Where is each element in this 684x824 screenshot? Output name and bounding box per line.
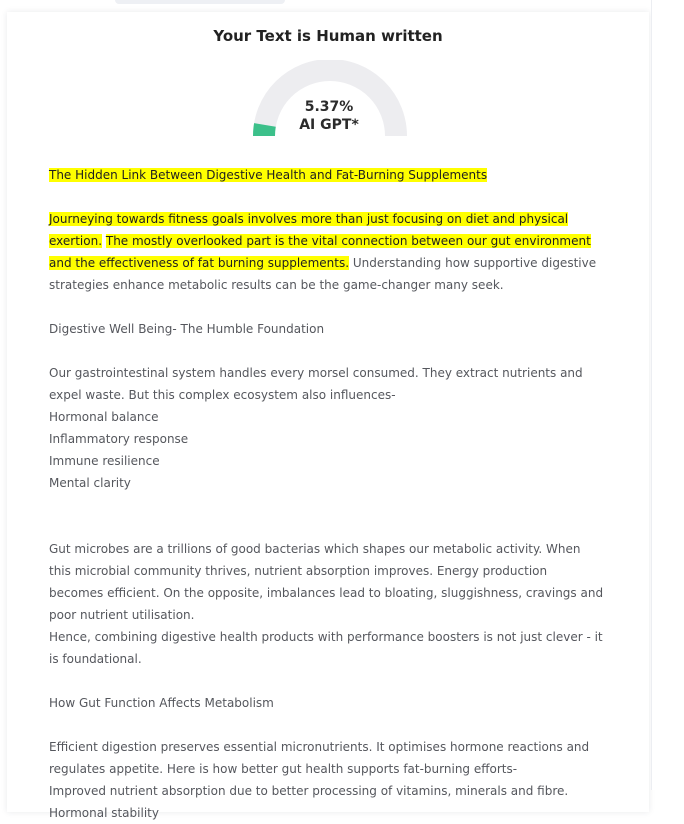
intro-paragraph	[49, 208, 605, 296]
spacer	[49, 296, 605, 318]
spacer	[49, 340, 605, 362]
highlighted-sentence: Journeying towards fitness goals involves more than just focusing on diet and physical exertion.	[49, 212, 569, 248]
list-item: Mental clarity	[49, 476, 131, 490]
list-item: Improved nutrient absorption due to better processing of vitamins, minerals and fibre.	[49, 784, 569, 798]
list-item: Hormonal stability	[49, 806, 159, 820]
ai-score-readout	[253, 98, 405, 134]
top-tab-shadow	[115, 0, 285, 4]
spacer	[49, 186, 605, 208]
highlighted-heading: The Hidden Link Between Digestive Health and Fat-Burning Supplements	[49, 168, 488, 182]
highlighted-sentence: The mostly overlooked part is the vital connection between our gut environment and the effectiveness of fat burning supplements.	[49, 234, 591, 270]
spacer	[49, 516, 605, 538]
section-paragraph: Efficient digestion preserves essential micronutrients. It optimises hormone reactions and regulates appetite. Here is how better gut health supports fat-burning efforts-	[49, 740, 590, 776]
spacer	[49, 670, 605, 692]
article-heading	[49, 164, 605, 186]
spacer	[49, 714, 605, 736]
list-item: Inflammatory response	[49, 432, 189, 446]
section-paragraph: Gut microbes are a trillions of good bacterias which shapes our metabolic activity. When this microbial community thrives, nutrient absorption improves. Energy production becomes efficient. On the opposite, imbalances lead to bloating, sluggishness, cravings and poor nutrient utilisation.	[49, 542, 604, 622]
section-paragraph: Hence, combining digestive health products with performance boosters is not just clever - it is foundational.	[49, 630, 603, 666]
list-item: Immune resilience	[49, 454, 160, 468]
scrollbar-track[interactable]	[651, 0, 684, 790]
section-title: Digestive Well Being- The Humble Foundation	[49, 322, 325, 336]
spacer	[49, 494, 605, 516]
plain-sentence: Understanding how supportive digestive strategies enhance metabolic results can be the game-changer many seek.	[49, 256, 597, 292]
result-title: Your Text is Human written	[213, 27, 443, 45]
section-title: How Gut Function Affects Metabolism	[49, 696, 274, 710]
list-item: Hormonal balance	[49, 410, 159, 424]
ai-score-label: AI GPT*	[299, 117, 359, 133]
section-paragraph: Our gastrointestinal system handles every morsel consumed. They extract nutrients and expel waste. But this complex ecosystem also influences-	[49, 366, 583, 402]
ai-score-percentage: 5.37%	[304, 99, 354, 115]
analyzed-text	[49, 164, 605, 824]
